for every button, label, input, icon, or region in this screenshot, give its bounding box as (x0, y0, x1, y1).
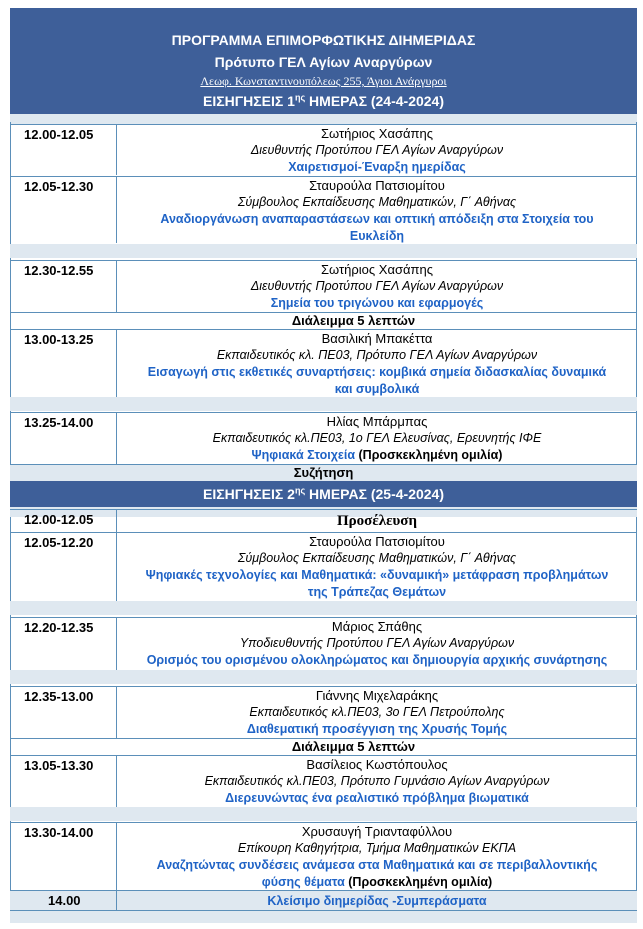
day1-label-sup: ης (294, 92, 306, 103)
talk-title: Εισαγωγή στις εκθετικές συναρτήσεις: κομβικά σημεία διδασκαλίας δυναμικά (147, 365, 607, 379)
spacer-row (10, 601, 637, 615)
speaker-name: Χρυσαυγή Τριανταφύλλου (301, 824, 453, 839)
spacer-row (10, 397, 637, 411)
speaker-role: Διευθυντής Προτύπου ΓΕΛ Αγίων Αναργύρων (250, 279, 504, 293)
session-time: 12.20-12.35 (24, 620, 94, 635)
day2-header (10, 481, 637, 507)
invited-note: (Προσκεκλημένη ομιλία) (355, 448, 503, 462)
talk-title: Διαθεματική προσέγγιση της Χρυσής Τομής (246, 722, 508, 736)
content-cell (117, 823, 637, 891)
speaker-name: Γιάννης Μιχελαράκης (315, 688, 439, 703)
break-row: Διάλειμμα 5 λεπτών (10, 738, 637, 754)
invited-note: (Προσκεκλημένη ομιλία) (344, 875, 493, 889)
session-row (10, 686, 637, 739)
closing-row (10, 890, 637, 911)
talk-title-cont: Ευκλείδη (349, 229, 405, 243)
session-time: 13.00-13.25 (24, 332, 94, 347)
time-cell (10, 533, 117, 601)
session-row (10, 822, 637, 891)
speaker-role: Διευθυντής Προτύπου ΓΕΛ Αγίων Αναργύρων (250, 143, 504, 157)
day1-header (10, 88, 637, 114)
speaker-name: Σταυρούλα Πατσιομίτου (309, 178, 445, 193)
time-cell (10, 618, 117, 670)
content-cell (117, 510, 637, 532)
talk-title: Αναδιοργάνωση αναπαραστάσεων και οπτική απόδειξη στα Στοιχεία του (160, 212, 594, 226)
program-header (10, 8, 637, 88)
talk-title-cont: φύσης θέματα (261, 875, 345, 889)
speaker-name: Σταυρούλα Πατσιομίτου (309, 534, 445, 549)
spacer-row (10, 114, 637, 124)
time-cell (10, 177, 117, 243)
content-cell (117, 533, 637, 601)
talk-title: Ψηφιακές τεχνολογίες και Μαθηματικά: «δυναμική» μετάφραση προβλημάτων (145, 568, 609, 582)
content-cell (117, 413, 637, 465)
speaker-role: Σύμβουλος Εκπαίδευσης Μαθηματικών, Γ΄ Αθήνας (237, 551, 517, 565)
time-cell (10, 687, 117, 739)
arrival-row (10, 509, 637, 532)
session-time: 14.00 (48, 893, 81, 908)
talk-title-cont: και συμβολικά (334, 382, 420, 396)
talk-title: Αναζητώντας συνδέσεις ανάμεσα στα Μαθηματικά και σε περιβαλλοντικής (156, 858, 598, 872)
speaker-name: Σωτήριος Χασάπης (321, 262, 433, 277)
content-cell (117, 177, 637, 243)
session-row (10, 532, 637, 601)
day2-label: ΕΙΣΗΓΗΣΕΙΣ 2 (202, 486, 295, 502)
time-cell (10, 756, 117, 808)
school-address[interactable]: Λεωφ. Κωνσταντινουπόλεως 255, Άγιοι Ανάργυροι (200, 74, 447, 88)
session-time: 12.30-12.55 (24, 263, 94, 278)
spacer-row (10, 244, 637, 258)
session-time: 12.05-12.20 (24, 535, 94, 550)
session-time: 13.05-13.30 (24, 758, 94, 773)
speaker-name: Βασίλειος Κωστόπουλος (306, 757, 448, 772)
time-cell (10, 510, 117, 532)
session-row (10, 412, 637, 465)
day2-date: ΗΜΕΡΑΣ (25-4-2024) (305, 486, 445, 502)
spacer-row (10, 807, 637, 821)
time-cell (10, 891, 117, 911)
arrival-label: Προσέλευση (336, 513, 417, 529)
content-cell (117, 618, 637, 670)
speaker-role: Υποδιευθυντής Προτύπου ΓΕΛ Αγίων Αναργύρων (239, 636, 515, 650)
discussion-row: Συζήτηση (10, 464, 637, 481)
talk-title: Ορισμός του ορισμένου ολοκληρώματος και δημιουργία αρχικής συνάρτησης (146, 653, 608, 667)
session-row (10, 176, 637, 243)
day1-label: ΕΙΣΗΓΗΣΕΙΣ 1 (202, 93, 295, 109)
school-name: Πρότυπο ΓΕΛ Αγίων Αναργύρων (214, 54, 433, 70)
closing-label: Κλείσιμο διημερίδας -Συμπεράσματα (267, 894, 487, 908)
time-cell (10, 413, 117, 465)
day2-label-sup: ης (294, 485, 306, 496)
speaker-role: Εκπαιδευτικός κλ. ΠΕ03, Πρότυπο ΓΕΛ Αγίων Αναργύρων (216, 348, 538, 362)
spacer-row (10, 910, 637, 923)
session-time: 12.00-12.05 (24, 512, 94, 527)
speaker-name: Σωτήριος Χασάπης (321, 126, 433, 141)
session-row (10, 617, 637, 670)
speaker-role: Εκπαιδευτικός κλ.ΠΕ03, Πρότυπο Γυμνάσιο Αγίων Αναργύρων (204, 774, 550, 788)
program-title: ΠΡΟΓΡΑΜΜΑ ΕΠΙΜΟΡΦΩΤΙΚΗΣ ΔΙΗΜΕΡΙΔΑΣ (171, 32, 476, 48)
time-cell (10, 125, 117, 175)
time-cell (10, 823, 117, 891)
time-cell (10, 261, 117, 313)
session-row (10, 124, 637, 175)
session-time: 12.00-12.05 (24, 127, 94, 142)
speaker-name: Μάριος Σπάθης (331, 619, 423, 634)
content-cell (117, 261, 637, 313)
session-time: 13.25-14.00 (24, 415, 94, 430)
talk-title: Διερευνώντας ένα ρεαλιστικό πρόβλημα βιωματικά (225, 791, 529, 805)
content-cell (117, 891, 637, 911)
session-row (10, 755, 637, 808)
day1-date: ΗΜΕΡΑΣ (24-4-2024) (305, 93, 445, 109)
spacer-row (10, 670, 637, 684)
session-row (10, 260, 637, 313)
break-row: Διάλειμμα 5 λεπτών (10, 312, 637, 328)
speaker-role: Εκπαιδευτικός κλ.ΠΕ03, 3ο ΓΕΛ Πετρούπολης (249, 705, 505, 719)
speaker-role: Σύμβουλος Εκπαίδευσης Μαθηματικών, Γ΄ Αθήνας (237, 195, 517, 209)
talk-title-cont: της Τράπεζας Θεμάτων (307, 585, 447, 599)
speaker-name: Ηλίας Μπάρμπας (326, 414, 428, 429)
session-row (10, 329, 637, 398)
time-cell (10, 330, 117, 398)
content-cell (117, 687, 637, 739)
speaker-role: Εκπαιδευτικός κλ.ΠΕ03, 1ο ΓΕΛ Ελευσίνας, Ερευνητής ΙΦΕ (212, 431, 542, 445)
content-cell (117, 756, 637, 808)
talk-title: Χαιρετισμοί-Έναρξη ημερίδας (288, 160, 466, 174)
content-cell (117, 330, 637, 398)
speaker-name: Βασιλική Μπακέττα (321, 331, 433, 346)
speaker-role: Επίκουρη Καθηγήτρια, Τμήμα Μαθηματικών ΕΚΠΑ (237, 841, 517, 855)
session-time: 12.35-13.00 (24, 689, 94, 704)
session-time: 13.30-14.00 (24, 825, 94, 840)
talk-title: Σημεία του τριγώνου και εφαρμογές (270, 296, 484, 310)
content-cell (117, 125, 637, 175)
talk-title: Ψηφιακά Στοιχεία (251, 448, 356, 462)
session-time: 12.05-12.30 (24, 179, 94, 194)
